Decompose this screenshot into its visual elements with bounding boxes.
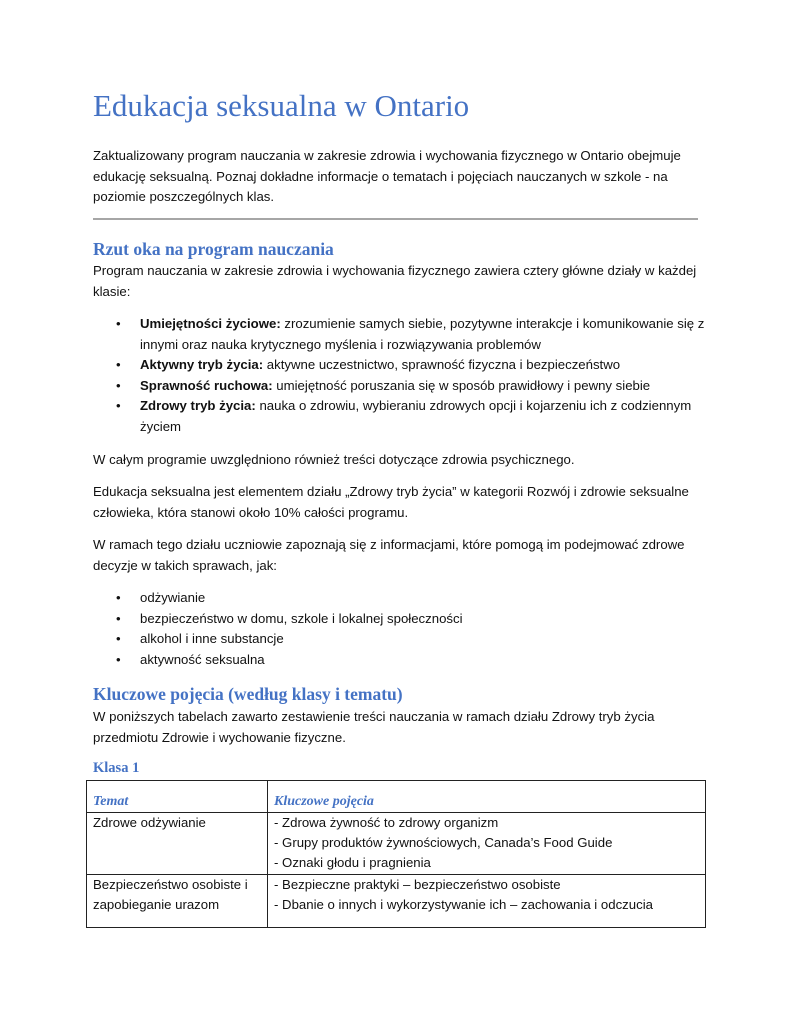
section-heading-overview: Rzut oka na program nauczania: [93, 239, 334, 259]
bullet-icon: •: [116, 631, 121, 646]
item-term: Sprawność ruchowa:: [140, 377, 273, 393]
list-item: [93, 609, 705, 630]
bullet-icon: •: [116, 651, 121, 667]
concept-line: - Grupy produktów żywnościowych, Canada’s Food Guide: [274, 835, 613, 851]
bullet-icon: •: [116, 398, 121, 413]
concept-line: - Zdrowa żywność to zdrowy organizm: [274, 815, 499, 830]
list-item: [93, 629, 705, 650]
bullet-icon: •: [116, 316, 121, 331]
concept-line: - Oznaki głodu i pragnienia: [274, 855, 431, 871]
concept-line: - Bezpieczne praktyki – bezpieczeństwo osobiste: [274, 876, 561, 892]
topic-text: odżywianie: [140, 590, 206, 605]
table-header-row: [87, 781, 706, 813]
bullet-icon: •: [116, 590, 121, 605]
table-row: [87, 813, 706, 875]
list-item: [93, 314, 705, 355]
item-text: umiejętność poruszania się w sposób prawidłowy i pewny siebie: [272, 377, 651, 393]
item-term: Aktywny tryb życia:: [140, 357, 264, 372]
intro-paragraph: Zaktualizowany program nauczania w zakresie zdrowia i wychowania fizycznego w Ontario obejmuje edukację seksualną. Poznaj dokładne informacje o tematach i pojęciach nauczanych w szkole - na poziomie poszczególnych klas.: [93, 148, 681, 204]
page-title: Edukacja seksualna w Ontario: [93, 88, 470, 123]
section-heading-key-concepts: Kluczowe pojęcia (według klasy i tematu): [93, 684, 403, 704]
topic-text: aktywność seksualna: [140, 651, 265, 667]
bullet-icon: •: [116, 610, 121, 626]
key-concepts-lead: W poniższych tabelach zawarto zestawienie treści nauczania w ramach działu Zdrowy tryb życia przedmiotu Zdrowie i wychowanie fizyczne.: [93, 709, 655, 745]
item-text: aktywne uczestnictwo, sprawność fizyczna i bezpieczeństwo: [263, 357, 621, 372]
topic-cell: [87, 874, 268, 927]
list-item: [93, 376, 705, 397]
list-item: [93, 588, 705, 609]
concepts-cell: [268, 813, 706, 875]
bullet-icon: •: [116, 357, 121, 372]
item-term: Umiejętności życiowe:: [140, 316, 281, 331]
item-term: Zdrowy tryb życia:: [140, 398, 256, 413]
column-header-topic: Temat: [87, 781, 268, 813]
decisions-paragraph: W ramach tego działu uczniowie zapoznają się z informacjami, które pomogą im podejmować zdrowe decyzje w takich sprawach, jak:: [93, 537, 685, 573]
bullet-icon: •: [116, 377, 121, 393]
list-item: [93, 650, 705, 671]
column-header-concepts: Kluczowe pojęcia: [268, 781, 706, 813]
topic-line: Bezpieczeństwo osobiste i: [93, 876, 248, 892]
item-text: zrozumienie samych siebie, pozytywne interakcje i komunikowanie się z innymi oraz nauka krytycznego myślenia i rozwiązywania problemów: [140, 316, 705, 352]
table-row: [87, 874, 706, 927]
concepts-cell: [268, 874, 706, 927]
grade-heading: Klasa 1: [93, 760, 140, 776]
item-text: nauka o zdrowiu, wybieraniu zdrowych opcji i kojarzeniu ich z codziennym życiem: [140, 398, 692, 434]
list-item: [93, 396, 705, 437]
overview-lead: Program nauczania w zakresie zdrowia i wychowania fizycznego zawiera cztery główne działy w każdej klasie:: [93, 263, 697, 299]
curriculum-areas-list: [93, 314, 705, 437]
horizontal-divider: [93, 218, 698, 220]
topics-list: [93, 588, 705, 670]
topic-cell: [87, 813, 268, 875]
sex-ed-paragraph: Edukacja seksualna jest elementem działu „Zdrowy tryb życia” w kategorii Rozwój i zdrowie seksualne człowieka, która stanowi około 10% całości programu.: [93, 484, 689, 520]
concept-line: - Dbanie o innych i wykorzystywanie ich – zachowania i odczucia: [274, 896, 653, 912]
topic-text: bezpieczeństwo w domu, szkole i lokalnej społeczności: [140, 610, 463, 626]
topic-line: zapobieganie urazom: [93, 896, 220, 912]
topic-line: Zdrowe odżywianie: [93, 815, 206, 830]
key-concepts-table: [86, 780, 706, 928]
list-item: [93, 355, 705, 376]
topic-text: alkohol i inne substancje: [140, 631, 284, 646]
mental-health-paragraph: W całym programie uwzględniono również treści dotyczące zdrowia psychicznego.: [93, 452, 575, 467]
